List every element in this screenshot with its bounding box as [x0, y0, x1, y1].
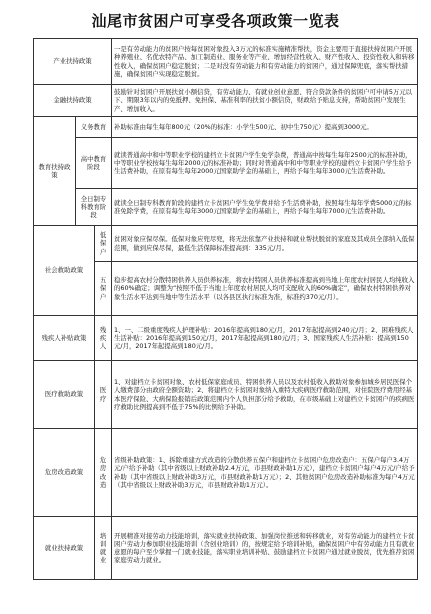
- subcategory-cell: 残疾人: [95, 316, 112, 361]
- category-cell: 医疗救助政策: [34, 361, 95, 429]
- content-cell: 1、一、二级重度残疾人护理补贴：2016年提高到180元/月，2017年起提高到240元/月；2、困难残疾人生活补贴：2016年提高到150元/月，2017年起提高到180元/月；3、国家残疾人生活补贴：提高到150元/月，2017年起提高到180元/月。: [112, 316, 418, 361]
- table-row: [34, 39, 418, 85]
- category-cell: 残疾人补贴政策: [34, 316, 95, 361]
- subcategory-cell: 低保户: [95, 226, 112, 262]
- page-title: 汕尾市贫困户可享受各项政策一览表: [91, 12, 340, 30]
- table-row: [34, 226, 418, 262]
- category-cell: 产业扶持政策: [34, 39, 112, 85]
- subcategory-cell: 五保户: [95, 262, 112, 316]
- content-cell: 补助标准由每生每年800元（20%的标准：小学生500元、初中生750元）提高到3000元。: [112, 117, 418, 138]
- category-cell: 教育扶持政策: [34, 117, 76, 226]
- subcategory-cell: 培训就业: [95, 517, 112, 580]
- table-row: [34, 429, 418, 517]
- policy-table: [33, 38, 418, 580]
- table-row: [34, 517, 418, 580]
- category-cell: 金融扶持政策: [34, 85, 112, 117]
- subcategory-cell: 医疗: [95, 361, 112, 429]
- table-row: [34, 361, 418, 429]
- subcategory-cell: 高中教育阶段: [76, 138, 112, 189]
- content-cell: 贫困对象应保尽保。低保对象应兜尽兜，将无法依靠产业扶持和就业帮扶脱贫的家庭及其成员全部纳入低保范围，做到应保尽保，最低生活保障标准提高到：335元/月。: [112, 226, 418, 262]
- table-row: [34, 189, 418, 226]
- content-cell: 省级补助政策：1、拆除重建方式改造的分散供养五保户和建档立卡贫困户危房改造户：五保户每户3.4万元/户给予补助（其中省级以上财政补助2.4万元，市县财政补助1万元），建档立卡贫困户每户4万元/户给予补助（其中省级以上财政补助3万元，市县财政补助1万元）；2、其他贫困户危房改造补助标准为每户4万元（其中省级以上财政补助3万元，市县财政补助1万元）。: [112, 429, 418, 517]
- content-cell: 开展精准对接劳动力技能培训，落实就业扶持政策、加强岗位推送和转移就业，对有劳动能力的建档立卡贫困户劳动力参加职业技能培训（含创业培训）的，按规定给予培训补贴，确保贫困户中有劳动能力且有就业意愿的每户至少掌握一门就业技能，落实职业培训补贴、鼓励建档立卡贫困户通过就业脱贫，优先推荐贫困家庭劳动力就业。: [112, 517, 418, 580]
- subcategory-cell: 全日制专科教育阶段: [76, 189, 112, 226]
- table-row: [34, 138, 418, 189]
- subcategory-cell: 义务教育: [76, 117, 112, 138]
- content-cell: 一是有劳动能力的贫困户按每贫困对象投入3万元的标准实施精准帮扶，资金主要用于直接扶持贫困户开展种养殖业、名优农特产品、加工制造业、服务业等产业、增加经营性收入、财产性收入、投资性收入和转移性收入，确保贫困户稳定脱贫；二是对没有劳动能力和有劳动能力的贫困户，通过保障兜底，落实帮扶措施，确保贫困户实现稳定脱贫。: [112, 39, 418, 85]
- content-cell: 稳步提高农村分散特困供养人员供养标准，将农村特困人员供养标准提高到当地上年度农村居民人均纯收入的60%确定；调整为“按照不低于当地上年度农村居民人均可支配收入的60%确定”，确保农村特困供养对象生活水平达到当地中等生活水平（以各县区执行标准为准，标准约370元/月）。: [112, 262, 418, 316]
- table-row: [34, 117, 418, 138]
- content-cell: 就读全日制专科教育阶段的建档立卡贫困户学生免学费并给予生活费补助，按照每生每年学费5000元的标准免除学费，在原有每生每年3000元国家助学金的基础上，再给予每生每年7000元生活费补助。: [112, 189, 418, 226]
- category-cell: 危房改造政策: [34, 429, 95, 517]
- content-cell: 1、对建档立卡贫困对象、农村低保家庭成员、特困供养人员以及农村低收入救助对象参加城乡居民医保个人缴费部分由政府全额资助；2、将建档立卡贫困对象纳入重特大疾病医疗救助范围，对住院医疗费用经基本医疗保险、大病保险报销后政策范围内个人负担部分给予救助，在市级基础上对建档立卡贫困户的疾病医疗救助比例提高到不低于75%的比例给予补助。: [112, 361, 418, 429]
- table-row: [34, 85, 418, 117]
- content-cell: 就读普通高中和中等职业学校的建档立卡贫困户学生免学杂费，普通高中按每生每年2500元的标准补助，中等职业学校按每生每年2000元的标准补助；同时对普通高中和中等职业学校的建档立卡贫困户学生给予生活费补助，在原有每生每年2000元国家助学金的基础上，再给予每生每年3000元生活费补助。: [112, 138, 418, 189]
- category-cell: 社会救助政策: [34, 226, 95, 316]
- content-cell: 鼓励针对贫困户开展扶贫小额信贷，有劳动能力、有就业创业意愿、符合贷款条件的贫困户可申请5万元以下、期限3年以内的免抵押、免担保、基准利率的扶贫小额信贷，财政给予贴息支持，帮助贫困户发展生产、增加收入。: [112, 85, 418, 117]
- table-row: [34, 316, 418, 361]
- subcategory-cell: 危房改造: [95, 429, 112, 517]
- category-cell: 就业扶持政策: [34, 517, 95, 580]
